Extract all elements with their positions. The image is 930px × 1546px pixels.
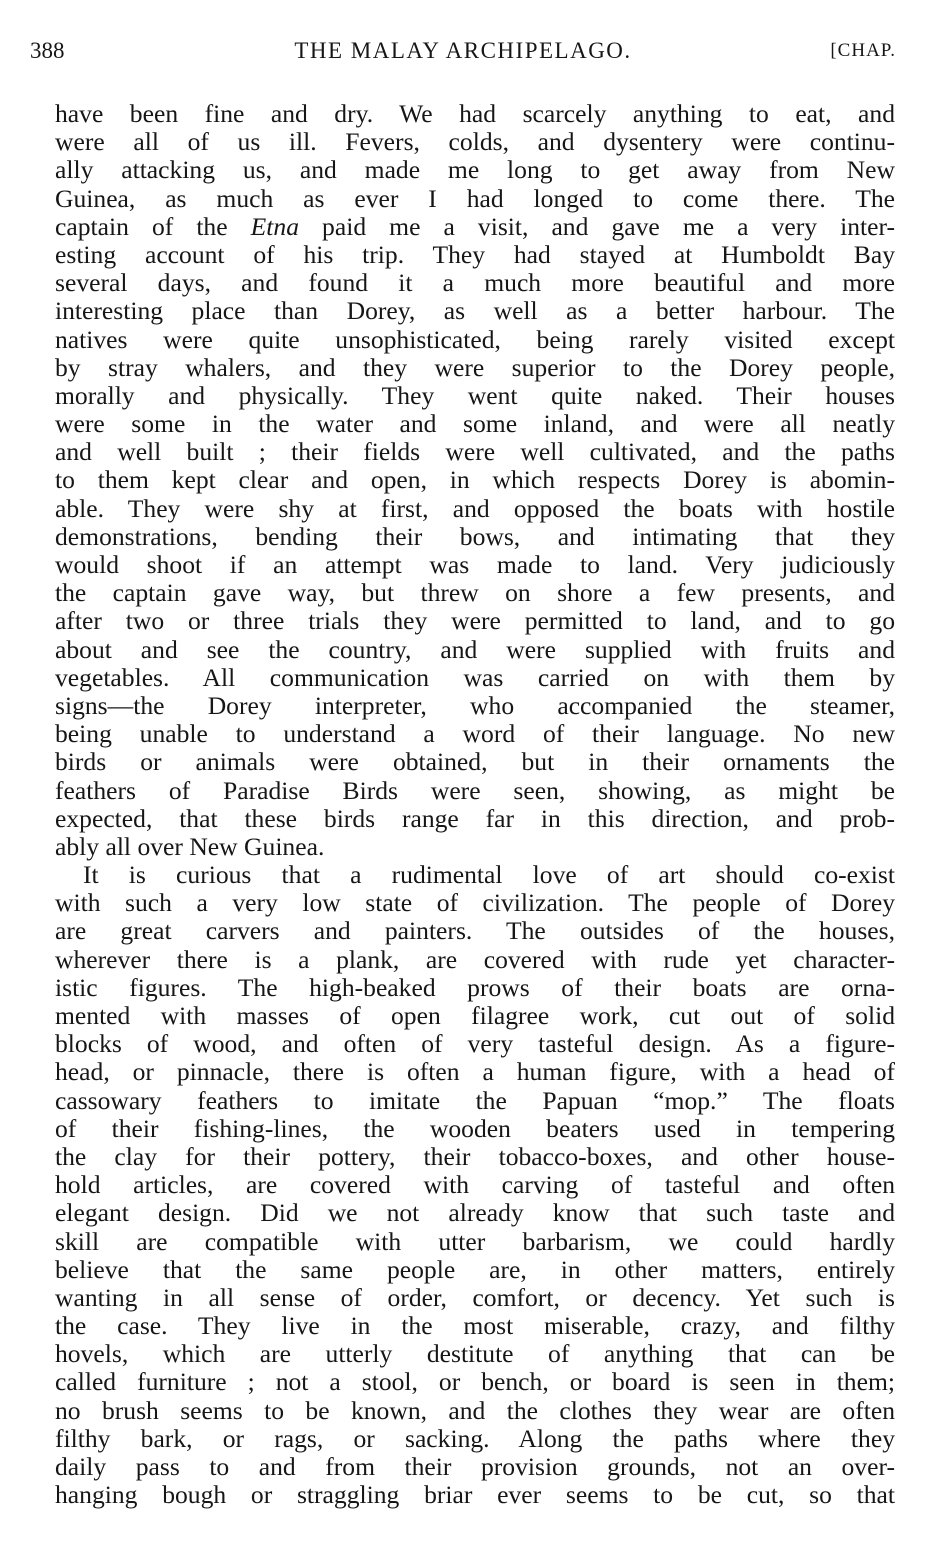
text-line: about and see the country, and were supplied with fruits and <box>55 635 895 664</box>
text-line: feathers of Paradise Birds were seen, showing, as might be <box>55 776 895 805</box>
text-line: filthy bark, or rags, or sacking. Along the paths where they <box>55 1424 895 1453</box>
text-line: daily pass to and from their provision grounds, not an over- <box>55 1453 895 1481</box>
text-line: head, or pinnacle, there is often a human figure, with a head of <box>55 1058 895 1087</box>
text-line: hanging bough or straggling briar ever seems to be cut, so that <box>55 1481 895 1510</box>
text-line: are great carvers and painters. The outsides of the houses, <box>55 917 895 946</box>
text-line: esting account of his trip. They had stayed at Humboldt Bay <box>55 240 895 269</box>
running-title: THE MALAY ARCHIPELAGO. <box>294 38 632 63</box>
text-line: wanting in all sense of order, comfort, or decency. Yet such is <box>55 1283 895 1312</box>
text-line: ally attacking us, and made me long to get away from New <box>55 156 895 185</box>
text-line: cassowary feathers to imitate the Papuan “mop.” The floats <box>55 1086 895 1115</box>
text-line: birds or animals were obtained, but in their ornaments the <box>55 748 895 777</box>
text-line: vegetables. All communication was carried on with them by <box>55 663 895 692</box>
text-line: several days, and found it a much more beautiful and more <box>55 269 895 298</box>
page-header <box>30 34 896 68</box>
text-line: mented with masses of open filagree work, cut out of solid <box>55 1002 895 1030</box>
text-line: hovels, which are utterly destitute of anything that can be <box>55 1340 895 1369</box>
text-line: being unable to understand a word of their language. No new <box>55 720 895 749</box>
text-line: by stray whalers, and they were superior to the Dorey people, <box>55 353 895 382</box>
text-line: expected, that these birds range far in this direction, and prob- <box>55 804 895 833</box>
text-line: elegant design. Did we not already know that such taste and <box>55 1199 895 1228</box>
page-number: 388 <box>30 38 65 63</box>
text-line: blocks of wood, and often of very tasteful design. As a figure- <box>55 1030 895 1059</box>
text-line: were some in the water and some inland, and were all neatly <box>55 410 895 439</box>
text-line: and well built ; their fields were well cultivated, and the paths <box>55 438 895 467</box>
text-line: wherever there is a plank, are covered with rude yet character- <box>55 945 895 974</box>
text-line: Guinea, as much as ever I had longed to come there. The <box>55 184 895 213</box>
text-line: interesting place than Dorey, as well as a better harbour. The <box>55 297 895 326</box>
text-line: have been fine and dry. We had scarcely anything to eat, and <box>55 100 895 128</box>
body-text <box>55 100 895 1509</box>
text-line: the case. They live in the most miserable, crazy, and filthy <box>55 1312 895 1341</box>
ship-name-italic: Etna <box>250 212 299 241</box>
text-line: would shoot if an attempt was made to land. Very judiciously <box>55 551 895 579</box>
text-line: the captain gave way, but threw on shore a few presents, and <box>55 579 895 608</box>
text-line: istic figures. The high-beaked prows of their boats are orna- <box>55 973 895 1002</box>
text-line: morally and physically. They went quite naked. Their houses <box>55 381 895 410</box>
text-line: believe that the same people are, in other matters, entirely <box>55 1255 895 1284</box>
text-line: natives were quite unsophisticated, being rarely visited except <box>55 325 895 354</box>
text-line: ably all over New Guinea. <box>55 832 325 861</box>
text-line: demonstrations, bending their bows, and intimating that they <box>55 522 895 551</box>
text-line: captain of the Etna paid me a visit, and gave me a very inter- <box>55 212 895 241</box>
text-line: to them kept clear and open, in which respects Dorey is abomin- <box>55 466 895 495</box>
text-line: It is curious that a rudimental love of art should co-exist <box>83 861 895 890</box>
text-line: called furniture ; not a stool, or bench, or board is seen in them; <box>55 1368 895 1397</box>
text-line: able. They were shy at first, and opposed the boats with hostile <box>55 494 895 523</box>
text-line: hold articles, are covered with carving of tasteful and often <box>55 1171 895 1200</box>
text-line: the clay for their pottery, their tobacco-boxes, and other house- <box>55 1142 895 1171</box>
text-line: were all of us ill. Fevers, colds, and dysentery were continu- <box>55 128 895 157</box>
text-line: no brush seems to be known, and the clothes they wear are often <box>55 1396 895 1425</box>
chapter-label: [CHAP. <box>830 40 896 61</box>
text-line: with such a very low state of civilization. The people of Dorey <box>55 889 895 918</box>
text-line: of their fishing-lines, the wooden beaters used in tempering <box>55 1114 895 1143</box>
text-line: skill are compatible with utter barbarism, we could hardly <box>55 1227 895 1256</box>
text-line: after two or three trials they were permitted to land, and to go <box>55 607 895 636</box>
text-line: signs—the Dorey interpreter, who accompanied the steamer, <box>55 691 895 720</box>
